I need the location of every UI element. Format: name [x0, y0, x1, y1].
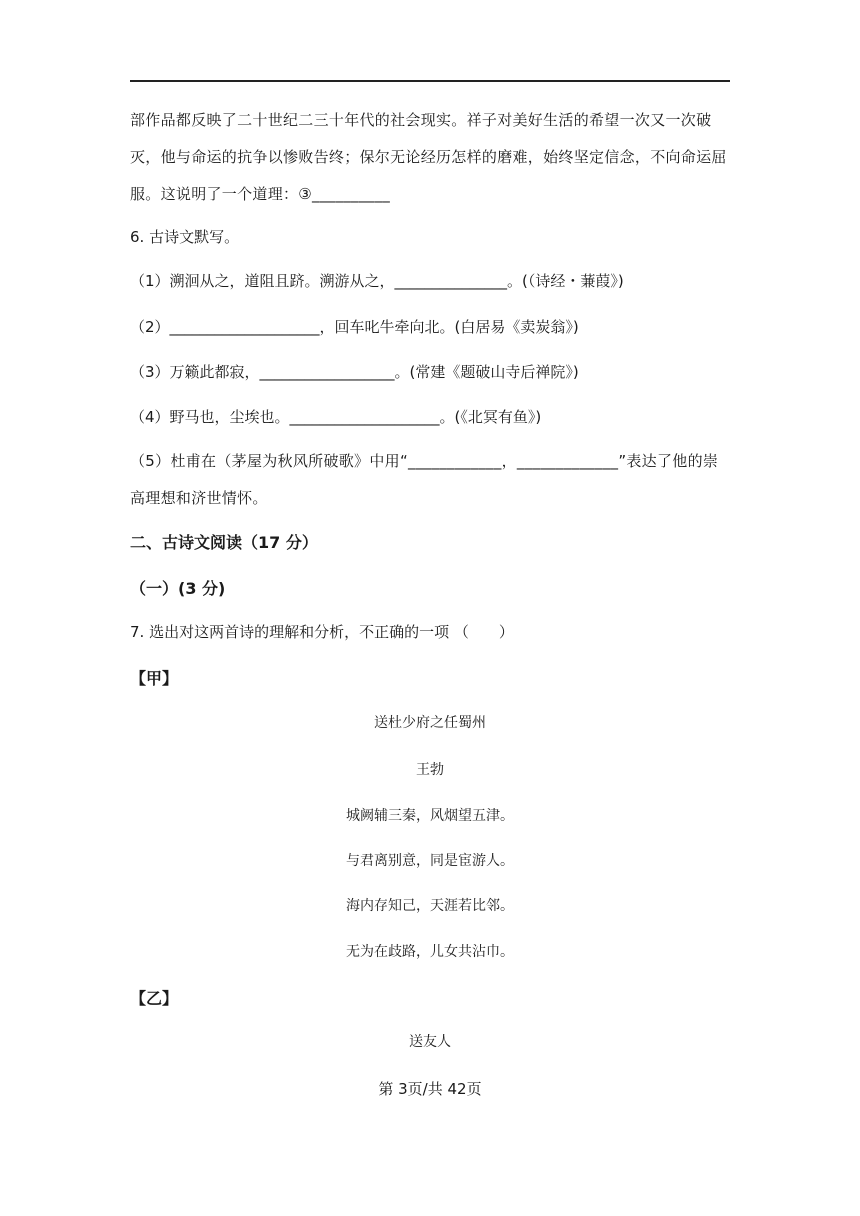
q6-item-1: （1）溯洄从之，道阻且跻。溯游从之，_______________。(（诗经・蒹葭》)	[130, 272, 624, 290]
poem-a-author: 王勃	[416, 762, 444, 778]
q6-title: 6. 古诗文默写。	[130, 228, 240, 246]
header-rule	[130, 80, 730, 82]
q6-item-4: （4）野马也，尘埃也。____________________。(《北冥有鱼》)	[130, 408, 542, 426]
poem-a-line-2: 与君离别意，同是宦游人。	[346, 853, 514, 869]
q6-item-2: （2）____________________，回车叱牛牵向北。(白居易《卖炭翁》)	[130, 318, 579, 336]
poem-b-label: 【乙】	[130, 989, 179, 1008]
poem-a-label: 【甲】	[130, 669, 179, 688]
q6-item-3: （3）万籁此都寂，__________________。(常建《题破山寺后禅院》)	[130, 363, 579, 381]
q7-question: 7. 选出对这两首诗的理解和分析，不正确的一项 （ ）	[130, 623, 514, 641]
poem-b-title: 送友人	[409, 1034, 451, 1050]
poem-a-line-4: 无为在歧路，儿女共沾巾。	[346, 944, 514, 960]
poem-a-line-3: 海内存知己，天涯若比邻。	[346, 898, 514, 914]
poem-a-line-1: 城阙辅三秦，风烟望五津。	[346, 808, 514, 824]
page-footer: 第 3页/共 42页	[378, 1080, 482, 1098]
poem-a-title: 送杜少府之任蜀州	[374, 715, 486, 731]
section2-heading: 二、古诗文阅读（17 分）	[130, 533, 318, 552]
section2-sub: （一）(3 分)	[130, 579, 226, 598]
top-paragraph: 部作品都反映了二十世纪二三十年代的社会现实。祥子对美好生活的希望一次又一次破灭，他与命运的抗争以惨败告终；保尔无论经历怎样的磨难，始终坚定信念，不向命运屈服。这说明了一个道理：③__________	[130, 111, 727, 203]
q6-item-5: （5）杜甫在（茅屋为秋风所破歌》中用“____________，_____________”表达了他的崇高理想和济世情怀。	[130, 452, 719, 507]
